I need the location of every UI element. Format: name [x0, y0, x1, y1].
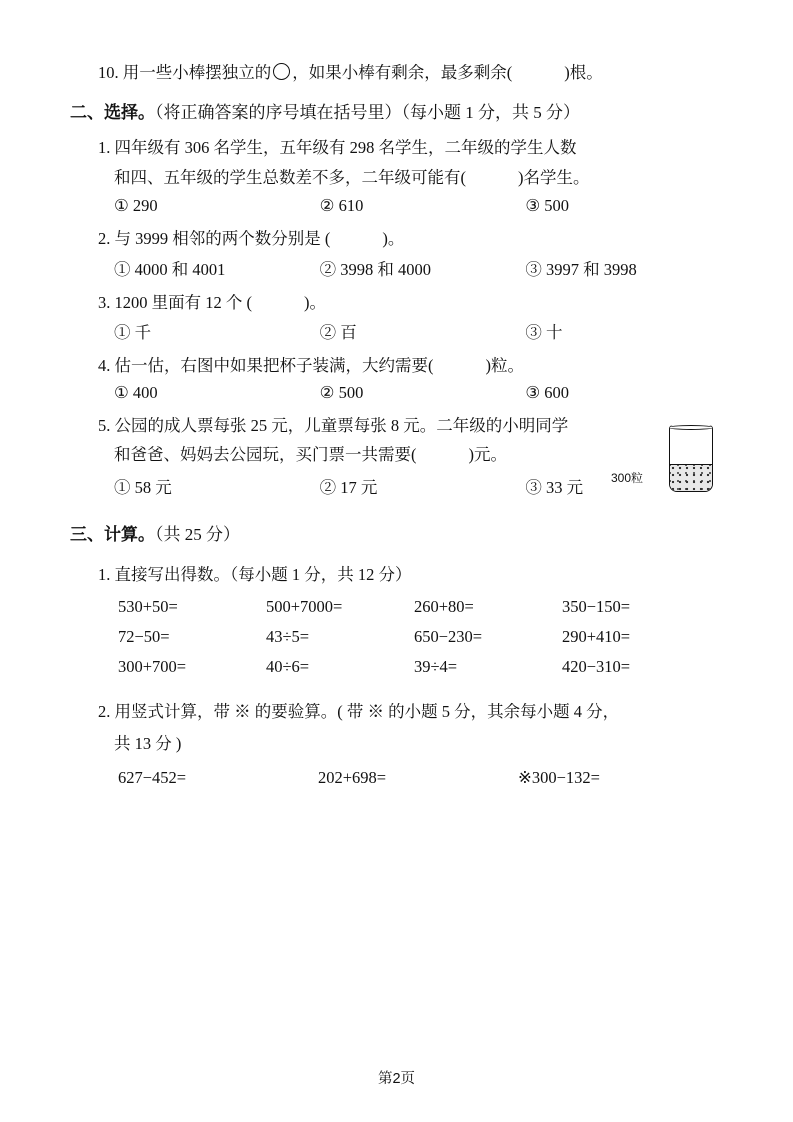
calc-expression[interactable]: 72−50= — [118, 627, 170, 647]
option-c[interactable]: ③ 500 — [525, 196, 570, 216]
option-b[interactable]: ② 17 元 — [319, 478, 378, 497]
calc-expression[interactable]: ※300−132= — [518, 768, 600, 788]
section-2-question-4-text: 4. 估一估，右图中如果把杯子装满，大约需要( — [98, 356, 434, 376]
section-3-sub-2-title-line-1: 2. 用竖式计算，带 ※ 的要验算。( 带 ※ 的小题 5 分，其余每小题 4 分， — [98, 702, 620, 722]
option-c[interactable]: ③ 3997 和 3998 — [525, 259, 637, 279]
option-a[interactable]: ① 290 — [114, 196, 158, 216]
calc-expression[interactable]: 627−452= — [118, 768, 187, 788]
option-a[interactable]: ① 400 — [114, 382, 158, 402]
question-10-text-after: ，如果小棒有剩余，最多剩余( — [292, 63, 513, 82]
calc-row — [118, 657, 731, 677]
option-a[interactable]: ① 千 — [114, 323, 152, 343]
section-2-question-1-line-2-end: )名学生。 — [518, 167, 590, 187]
calc-expression[interactable]: 43÷5= — [266, 627, 310, 647]
cup-beads-fill — [670, 464, 712, 491]
question-10-text-end: )根。 — [564, 63, 603, 82]
section-2-question-3-end: )。 — [304, 292, 326, 312]
calc-expression[interactable]: 500+7000= — [266, 597, 343, 617]
section-3-heading — [70, 522, 731, 548]
section-3-sub-2-title-line-2: 共 13 分 ) — [114, 733, 182, 753]
option-a[interactable]: ① 58 元 — [114, 478, 172, 497]
calc-row — [118, 597, 731, 617]
section-2-question-5-line-1: 5. 公园的成人票每张 25 元，儿童票每张 8 元。二年级的小明同学 — [98, 415, 569, 435]
section-2-question-3-options — [114, 319, 731, 343]
section-2-heading-number: 二、选择。 — [70, 102, 155, 122]
section-2-question-1-options — [114, 196, 731, 216]
calc-expression[interactable]: 290+410= — [562, 627, 631, 647]
section-2-question-4-line-1 — [98, 353, 731, 379]
section-2-question-4-end: )粒。 — [485, 356, 524, 376]
calc-expression[interactable]: 300+700= — [118, 657, 187, 677]
circle-icon — [273, 63, 290, 80]
section-2-question-2-end: )。 — [382, 229, 405, 249]
section-2-question-2-options — [114, 256, 731, 280]
section-3-sub-1-title: 1. 直接写出得数。（每小题 1 分，共 12 分） — [98, 564, 412, 584]
section-3-heading-rest: （共 25 分） — [155, 525, 240, 544]
calc-expression[interactable]: 420−310= — [562, 657, 631, 677]
calc-row — [118, 627, 731, 647]
section-2-question-3-line-1 — [98, 290, 731, 316]
calc-expression[interactable]: 202+698= — [318, 768, 387, 788]
section-2-question-1-line-1: 1. 四年级有 306 名学生，五年级有 298 名学生，二年级的学生人数 — [98, 138, 577, 158]
section-2-question-2-text: 2. 与 3999 相邻的两个数分别是 ( — [98, 229, 331, 249]
calc-expression[interactable]: 39÷4= — [414, 657, 458, 677]
option-b[interactable]: ② 3998 和 4000 — [319, 259, 432, 279]
option-b[interactable]: ② 百 — [319, 323, 357, 343]
question-10-text-before: 10. 用一些小棒摆独立的 — [98, 63, 272, 82]
calc-expression[interactable]: 530+50= — [118, 597, 178, 617]
section-2-question-5-line-2-text: 和爸爸、妈妈去公园玩，买门票一共需要( — [114, 445, 417, 465]
cup-label: 300粒 — [611, 471, 644, 485]
section-2-question-3-text: 3. 1200 里面有 12 个 ( — [98, 292, 252, 312]
page-footer: 第2页 — [377, 1071, 416, 1087]
section-2-question-5-line-2-end: )元。 — [468, 445, 507, 465]
section-2-question-1-line-2 — [114, 165, 731, 191]
section-2-heading — [70, 100, 731, 126]
question-10 — [98, 60, 731, 86]
calc-expression[interactable]: 260+80= — [414, 597, 474, 617]
section-2-question-4-options — [114, 383, 731, 403]
cup-icon — [669, 425, 713, 492]
section-2-question-1-line-2-text: 和四、五年级的学生总数差不多，二年级可能有( — [114, 167, 466, 187]
option-b[interactable]: ② 610 — [319, 196, 364, 216]
cup-illustration — [611, 425, 721, 503]
option-c[interactable]: ③ 十 — [525, 323, 563, 343]
option-c[interactable]: ③ 600 — [525, 382, 570, 402]
section-3-heading-number: 三、计算。 — [70, 525, 155, 544]
option-b[interactable]: ② 500 — [319, 382, 364, 402]
option-a[interactable]: ① 4000 和 4001 — [114, 259, 226, 279]
calc-expression[interactable]: 650−230= — [414, 627, 483, 647]
calc-expression[interactable]: 350−150= — [562, 597, 631, 617]
option-c[interactable]: ③ 33 元 — [525, 478, 584, 497]
calc-expression[interactable]: 40÷6= — [266, 657, 310, 677]
section-2-heading-rest: （将正确答案的序号填在括号里）（每小题 1 分，共 5 分） — [155, 102, 580, 122]
vertical-calc-row — [118, 768, 731, 788]
section-2-question-2-line-1 — [98, 226, 731, 252]
